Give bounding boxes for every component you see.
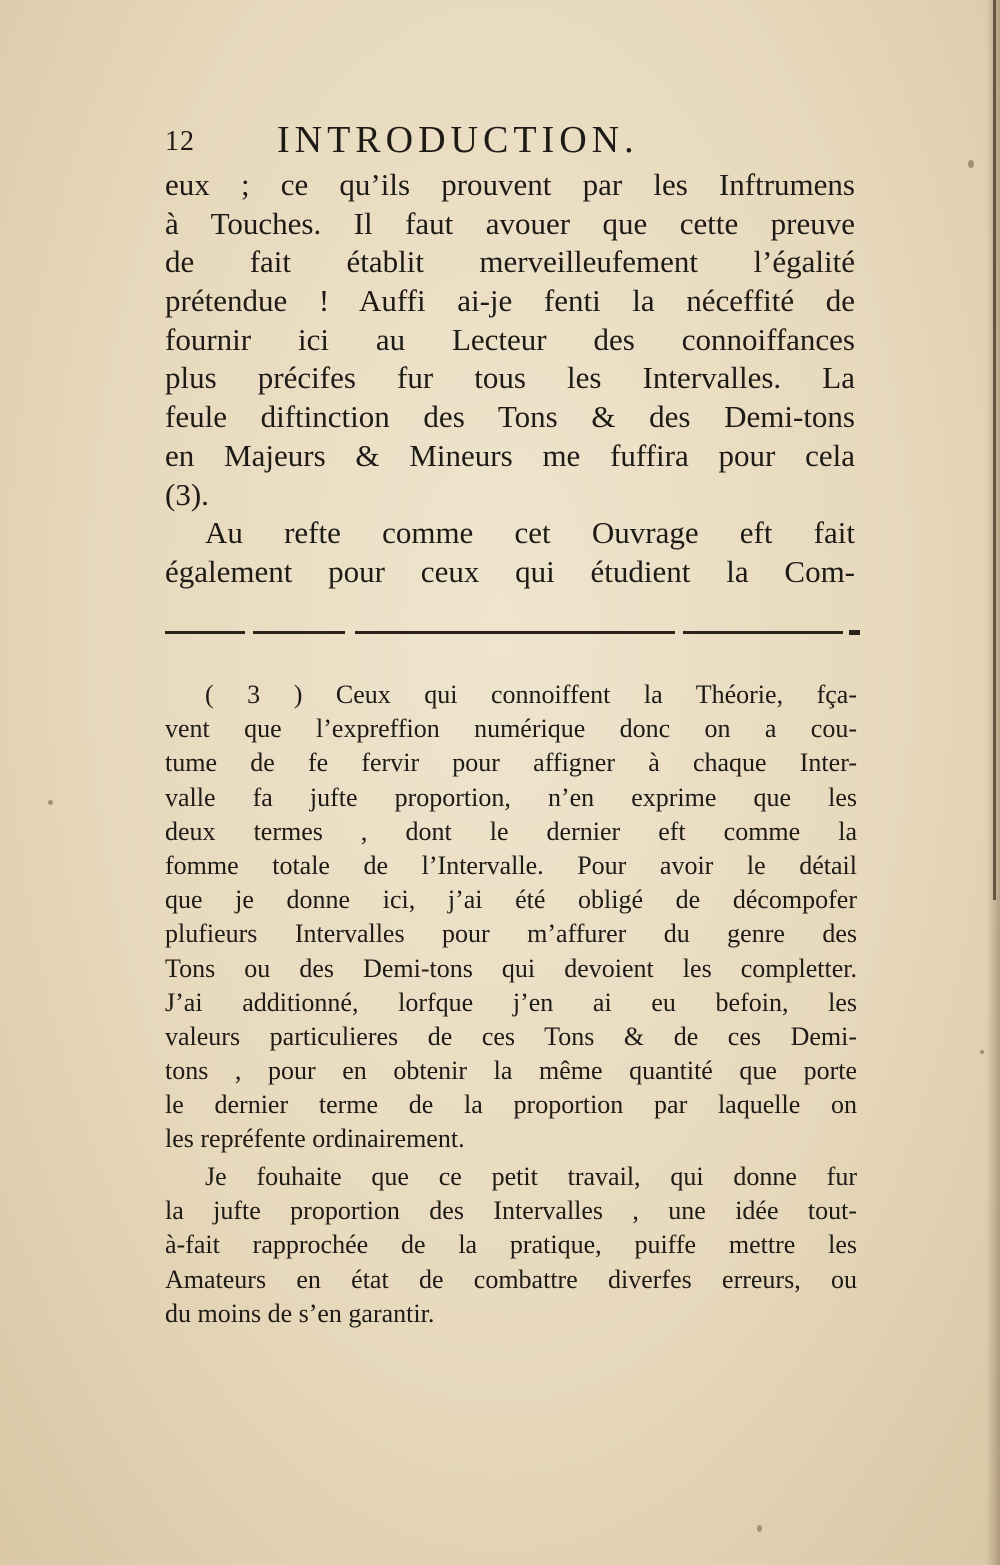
footnote-line: tume de fe fervir pour affigner à chaque Inter-	[165, 748, 857, 778]
paper-speck	[48, 800, 53, 805]
rule-segment	[849, 630, 860, 635]
footnote-line: fomme totale de l’Intervalle. Pour avoir le détail	[165, 850, 857, 880]
main-text-block	[165, 166, 855, 592]
footnote-line: valeurs particulieres de ces Tons & de ces Demi-	[165, 1021, 857, 1051]
page-number: 12	[165, 126, 195, 157]
main-text-line: également pour ceux qui étudient la Com-	[165, 553, 855, 589]
main-text-line: Au refte comme cet Ouvrage eft fait	[205, 515, 855, 551]
footnote-reference: (3).	[165, 476, 209, 512]
main-text-line: plus précifes fur tous les Intervalles. La	[165, 360, 855, 396]
main-text-line: fournir ici au Lecteur des connoiffances	[165, 321, 855, 357]
footnote-block	[165, 678, 857, 1157]
main-text-line: prétendue ! Auffi ai-je fenti la néceffité de	[165, 283, 855, 319]
closing-paragraph-line: Je fouhaite que ce petit travail, qui donne fur	[205, 1162, 857, 1191]
footnote-line: plufieurs Intervalles pour m’affurer du genre des	[165, 919, 857, 949]
rule-segment	[165, 631, 245, 634]
footnote-line: le dernier terme de la proportion par laquelle on	[165, 1090, 857, 1120]
rule-segment	[683, 631, 843, 634]
footnote-line: valle fa jufte proportion, n’en exprime que les	[165, 782, 857, 812]
footnote-line: que je donne ici, j’ai été obligé de décompofer	[165, 885, 857, 915]
main-text-line: feule diftinction des Tons & des Demi-tons	[165, 399, 855, 435]
footnote-line: ( 3 ) Ceux qui connoiffent la Théorie, fça-	[205, 680, 857, 709]
closing-paragraph	[165, 1160, 857, 1331]
main-text-line: eux ; ce qu’ils prouvent par les Inftrumens	[165, 167, 855, 202]
closing-paragraph-line: la jufte proportion des Intervalles , une idée tout-	[165, 1196, 857, 1226]
footnote-line: vent que l’expreffion numérique donc on a cou-	[165, 714, 857, 744]
paper-speck	[757, 1525, 762, 1532]
footnote-line: tons , pour en obtenir la même quantité que porte	[165, 1056, 857, 1086]
main-text-line: à Touches. Il faut avouer que cette preuve	[165, 205, 855, 241]
page-header	[165, 118, 865, 162]
paper-speck	[980, 1050, 984, 1054]
footnote-line: les repréfente ordinairement.	[165, 1124, 465, 1154]
closing-paragraph-line: Amateurs en état de combattre diverfes erreurs, ou	[165, 1264, 857, 1294]
page-edge-line	[993, 0, 996, 900]
running-head: INTRODUCTION.	[277, 119, 639, 161]
paper-speck	[968, 160, 974, 168]
rule-segment	[253, 631, 345, 634]
closing-paragraph-line: du moins de s’en garantir.	[165, 1298, 435, 1328]
footnote-line: Tons ou des Demi-tons qui devoient les completter.	[165, 953, 857, 983]
rule-segment	[355, 631, 675, 634]
main-text-line: de fait établit merveilleufement l’égalité	[165, 244, 855, 280]
main-text-line: en Majeurs & Mineurs me fuffira pour cela	[165, 437, 855, 473]
footnote-line: deux termes , dont le dernier eft comme la	[165, 816, 857, 846]
closing-paragraph-line: à-fait rapprochée de la pratique, puiffe mettre les	[165, 1230, 857, 1260]
footnote-line: J’ai additionné, lorfque j’en ai eu befoin, les	[165, 987, 857, 1017]
footnote-separator-rule	[165, 628, 860, 636]
